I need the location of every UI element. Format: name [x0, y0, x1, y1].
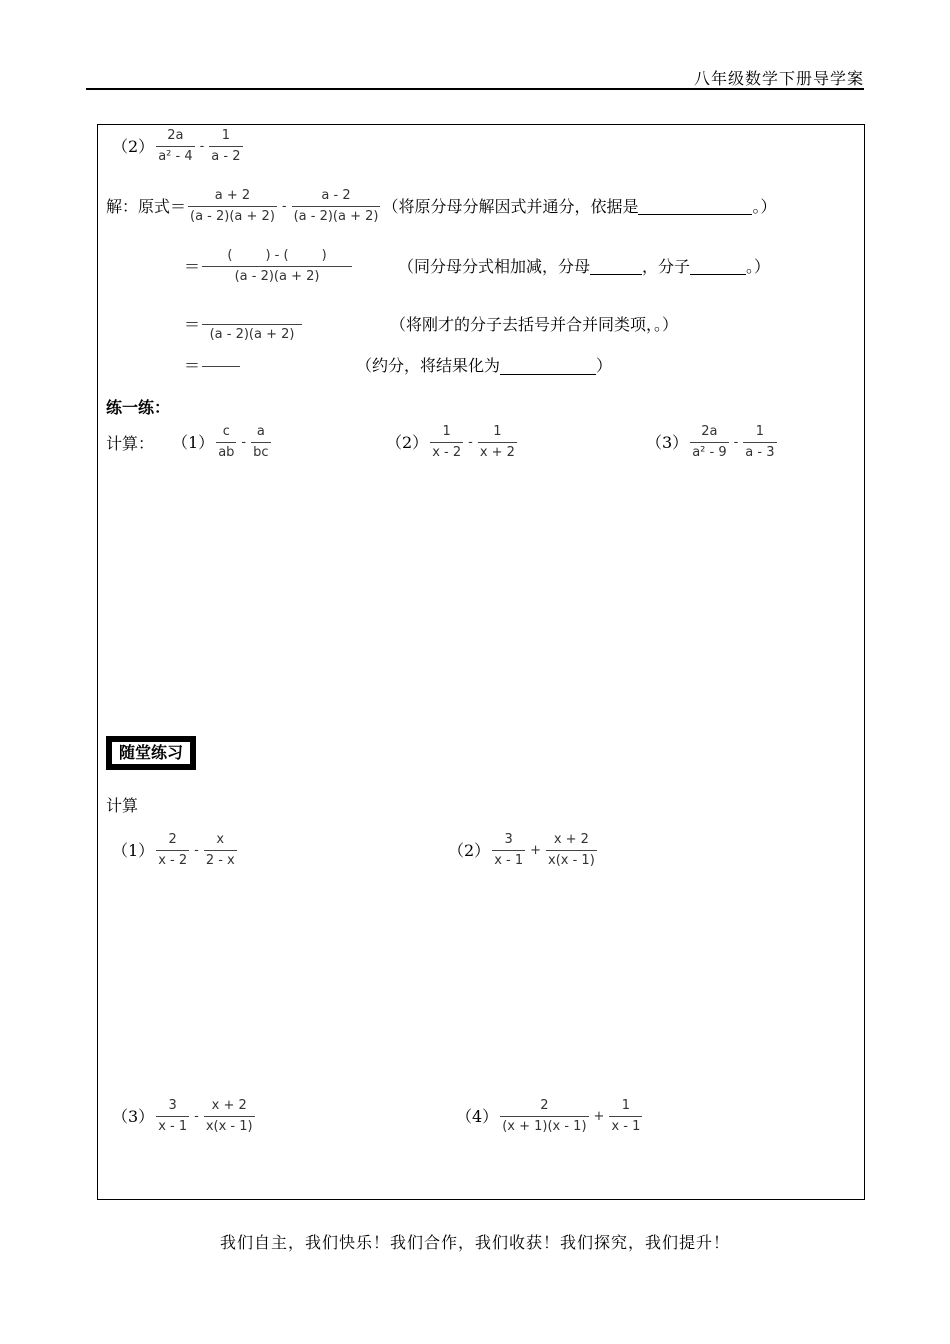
item-label: （3）: [112, 1106, 155, 1126]
fraction-denominator: x - 1: [494, 853, 524, 868]
example-2: [112, 128, 245, 165]
fraction: [156, 128, 194, 165]
fraction: [690, 424, 728, 461]
fraction: [204, 1098, 255, 1135]
fraction-denominator: (a - 2)(a + 2): [190, 209, 275, 224]
fraction: [202, 248, 352, 285]
classwork-prompt: 计算: [106, 796, 139, 815]
fraction-denominator: a² - 9: [692, 445, 727, 460]
equals-sign: ＝: [184, 356, 201, 375]
classwork-title-box: [106, 736, 196, 770]
fraction: [204, 832, 237, 869]
operator: -: [468, 434, 473, 450]
fraction: [188, 188, 277, 225]
fraction-numerator: ( ) - ( ): [227, 248, 327, 263]
equals-sign: ＝: [184, 256, 201, 276]
fraction: [609, 1098, 642, 1135]
operator: -: [281, 198, 287, 214]
fraction-numerator: 1: [442, 424, 451, 439]
fraction-numerator: c: [222, 424, 230, 439]
fraction-numerator: 1: [221, 128, 231, 143]
fraction-denominator: x - 1: [158, 1119, 188, 1134]
fraction-numerator: 1: [493, 424, 502, 439]
operator: -: [199, 138, 205, 154]
step1-note-after: 。）: [752, 196, 777, 216]
item-label: （3）: [646, 432, 689, 452]
header-divider: [86, 88, 864, 90]
document-header-title: 八年级数学下册导学案: [693, 69, 864, 88]
fraction-numerator: 1: [755, 424, 765, 439]
solution-step-4: [184, 356, 612, 376]
fraction-denominator: bc: [253, 445, 269, 460]
solution-step-2: [184, 248, 770, 285]
step2-note-c: 。）: [746, 256, 771, 276]
fraction: [251, 424, 270, 461]
fraction-numerator: a: [256, 424, 265, 439]
operator: -: [733, 434, 739, 450]
item-label: （2）: [448, 840, 491, 860]
fraction: [216, 424, 236, 461]
classwork-item: [456, 1098, 644, 1135]
step1-note-before: （将原分母分解因式并通分，依据是: [382, 196, 639, 216]
fraction-numerator: a + 2: [214, 188, 251, 203]
operator: -: [194, 842, 199, 858]
fraction-denominator: x - 1: [611, 1119, 641, 1134]
step2-note-b: ，分子: [642, 256, 691, 276]
fraction: [292, 188, 381, 225]
fraction: [743, 424, 776, 461]
classwork-item: [448, 832, 599, 869]
item-label: （1）: [172, 432, 215, 452]
practice-item: [646, 424, 779, 461]
fraction: [202, 306, 302, 343]
fraction-denominator: (a - 2)(a + 2): [234, 269, 320, 284]
step4-note-after: ）: [596, 356, 613, 375]
step4-note-before: （约分，将结果化为: [356, 356, 501, 375]
practice-item: [386, 424, 519, 461]
fraction-denominator: (x + 1)(x - 1): [502, 1119, 587, 1134]
operator: -: [194, 1108, 199, 1124]
fraction-numerator: x + 2: [211, 1098, 247, 1113]
classwork-title: 随堂练习: [111, 741, 191, 765]
content-frame: [97, 124, 865, 1200]
fraction-denominator: (a - 2)(a + 2): [209, 327, 295, 342]
fill-in-blank[interactable]: [638, 198, 752, 215]
step2-note-a: （同分母分式相加减，分母: [398, 256, 591, 276]
operator: +: [530, 842, 542, 858]
fraction: [546, 832, 597, 869]
classwork-item: [112, 832, 239, 869]
classwork-item: [112, 1098, 257, 1135]
fraction-denominator: a - 3: [745, 445, 775, 460]
step3-note: （将刚才的分子去括号并合并同类项，。）: [390, 314, 679, 334]
fraction-numerator: [250, 306, 254, 324]
example-label: （2）: [112, 136, 155, 156]
fraction-denominator: ab: [218, 445, 235, 460]
fraction: [430, 424, 463, 461]
fraction-denominator: x(x - 1): [205, 1119, 253, 1134]
fraction-denominator: (a - 2)(a + 2): [293, 209, 379, 224]
fraction: [478, 424, 517, 461]
fraction: [209, 128, 242, 165]
solution-intro: 解：原式＝: [106, 196, 187, 216]
fraction-denominator: x - 2: [158, 853, 188, 868]
fill-in-blank[interactable]: [690, 258, 746, 275]
fraction-numerator: 3: [504, 832, 513, 847]
fraction-denominator: 2 - x: [205, 853, 235, 868]
fill-in-blank[interactable]: [590, 258, 642, 275]
practice-heading: 练一练：: [106, 398, 171, 417]
fraction-denominator: a² - 4: [158, 149, 193, 164]
fraction-denominator: x + 2: [479, 445, 515, 460]
fraction-numerator: 2: [168, 832, 177, 847]
fraction-numerator: a - 2: [321, 188, 351, 203]
practice-prefix: 计算：: [106, 434, 155, 453]
equals-sign: ＝: [184, 314, 201, 334]
fraction-denominator: x(x - 1): [548, 853, 595, 868]
fraction: [492, 832, 525, 869]
fraction-numerator: x: [216, 832, 225, 847]
solution-step-1: [106, 188, 777, 225]
operator: +: [593, 1108, 605, 1124]
footer-motto: 我们自主，我们快乐！我们合作，我们收获！我们探究，我们提升！: [219, 1233, 730, 1252]
item-label: （1）: [112, 840, 155, 860]
fraction-numerator: 2a: [167, 128, 184, 143]
empty-fraction-bar: [202, 366, 240, 367]
item-label: （2）: [386, 432, 429, 452]
fraction-numerator: 2: [540, 1098, 549, 1113]
fraction: [156, 832, 189, 869]
solution-step-3: [184, 306, 678, 343]
item-label: （4）: [456, 1106, 499, 1126]
fraction-denominator: x - 2: [432, 445, 462, 460]
fraction: [156, 1098, 189, 1135]
fraction-numerator: 2a: [701, 424, 718, 439]
practice-item: [172, 424, 273, 461]
fill-in-blank[interactable]: [500, 358, 596, 375]
fraction-denominator: a - 2: [211, 149, 241, 164]
fraction-numerator: x + 2: [553, 832, 589, 847]
fraction-numerator: 3: [168, 1098, 177, 1113]
fraction: [500, 1098, 588, 1135]
operator: -: [241, 434, 247, 450]
fraction-numerator: 1: [621, 1098, 631, 1113]
